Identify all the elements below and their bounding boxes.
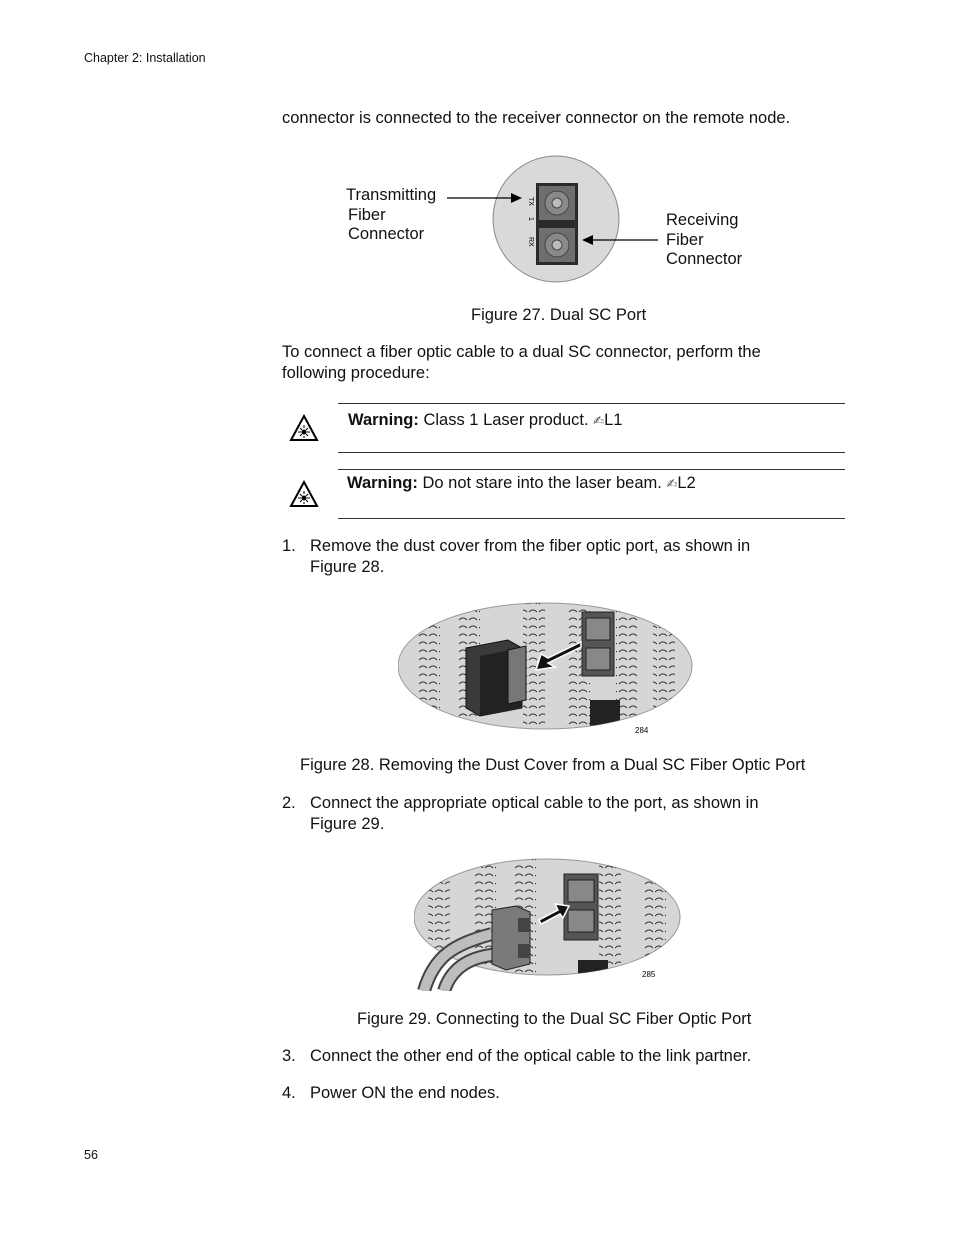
procedure-intro: To connect a fiber optic cable to a dual SC connector, perform the following procedure: [282, 343, 761, 382]
reference-link-icon: ✍ [666, 477, 678, 492]
step-2-number: 2. [282, 794, 296, 812]
step-4-text: Power ON the end nodes. [310, 1084, 500, 1102]
warning-1-top-rule [338, 403, 845, 404]
intro-text: connector is connected to the receiver connector on the remote node. [282, 109, 791, 127]
tx-connector-label [346, 186, 436, 245]
figure-28-caption: Figure 28. Removing the Dust Cover from a Dual SC Fiber Optic Port [300, 756, 806, 774]
step-4-number: 4. [282, 1084, 296, 1102]
warning-1-bottom-rule [338, 452, 845, 453]
figure-27-caption: Figure 27. Dual SC Port [471, 306, 647, 324]
warning-1-bold: Warning: [348, 411, 419, 429]
warning-2-bottom-rule [338, 518, 845, 519]
step-3-number: 3. [282, 1047, 296, 1065]
warning-1-ref: L1 [604, 411, 623, 429]
dust-cover-removal-figure [398, 600, 698, 735]
step-2-text: Connect the appropriate optical cable to the port, as shown in Figure 29. [310, 794, 759, 833]
laser-warning-icon [289, 414, 319, 442]
warning-1-text: Class 1 Laser product. [423, 411, 589, 429]
warning-2-ref: L2 [677, 474, 696, 492]
reference-link-icon: ✍ [593, 414, 605, 429]
figure-29-art-number: 285 [642, 970, 656, 979]
tx-label-line-2: Fiber [348, 205, 386, 224]
rx-label-line-2: Fiber [666, 230, 704, 249]
rx-label-line-3: Connector [666, 250, 743, 268]
dual-sc-port-figure [440, 150, 670, 290]
step-3-text: Connect the other end of the optical cable to the link partner. [310, 1047, 752, 1065]
cable-connection-figure [414, 856, 684, 991]
port-number-label: 1 [527, 217, 534, 221]
rx-port-label: RX [527, 237, 534, 247]
warning-2-bold: Warning: [347, 474, 418, 492]
laser-warning-icon [289, 480, 319, 508]
warning-2-top-rule [338, 469, 845, 470]
warning-2 [347, 474, 696, 493]
warning-2-text: Do not stare into the laser beam. [422, 474, 662, 492]
warning-1 [348, 411, 622, 430]
tx-port-label: TX [527, 197, 534, 206]
figure-29-caption: Figure 29. Connecting to the Dual SC Fiber Optic Port [357, 1010, 752, 1028]
running-header: Chapter 2: Installation [84, 51, 206, 65]
tx-label-line-1: Transmitting [346, 186, 437, 204]
step-1-number: 1. [282, 537, 296, 555]
page-number: 56 [84, 1148, 98, 1162]
step-1-text: Remove the dust cover from the fiber optic port, as shown in Figure 28. [310, 537, 751, 576]
tx-label-line-3: Connector [348, 225, 425, 243]
rx-label-line-1: Receiving [666, 211, 739, 229]
rx-connector-label [666, 211, 742, 270]
figure-28-art-number: 284 [635, 726, 649, 735]
